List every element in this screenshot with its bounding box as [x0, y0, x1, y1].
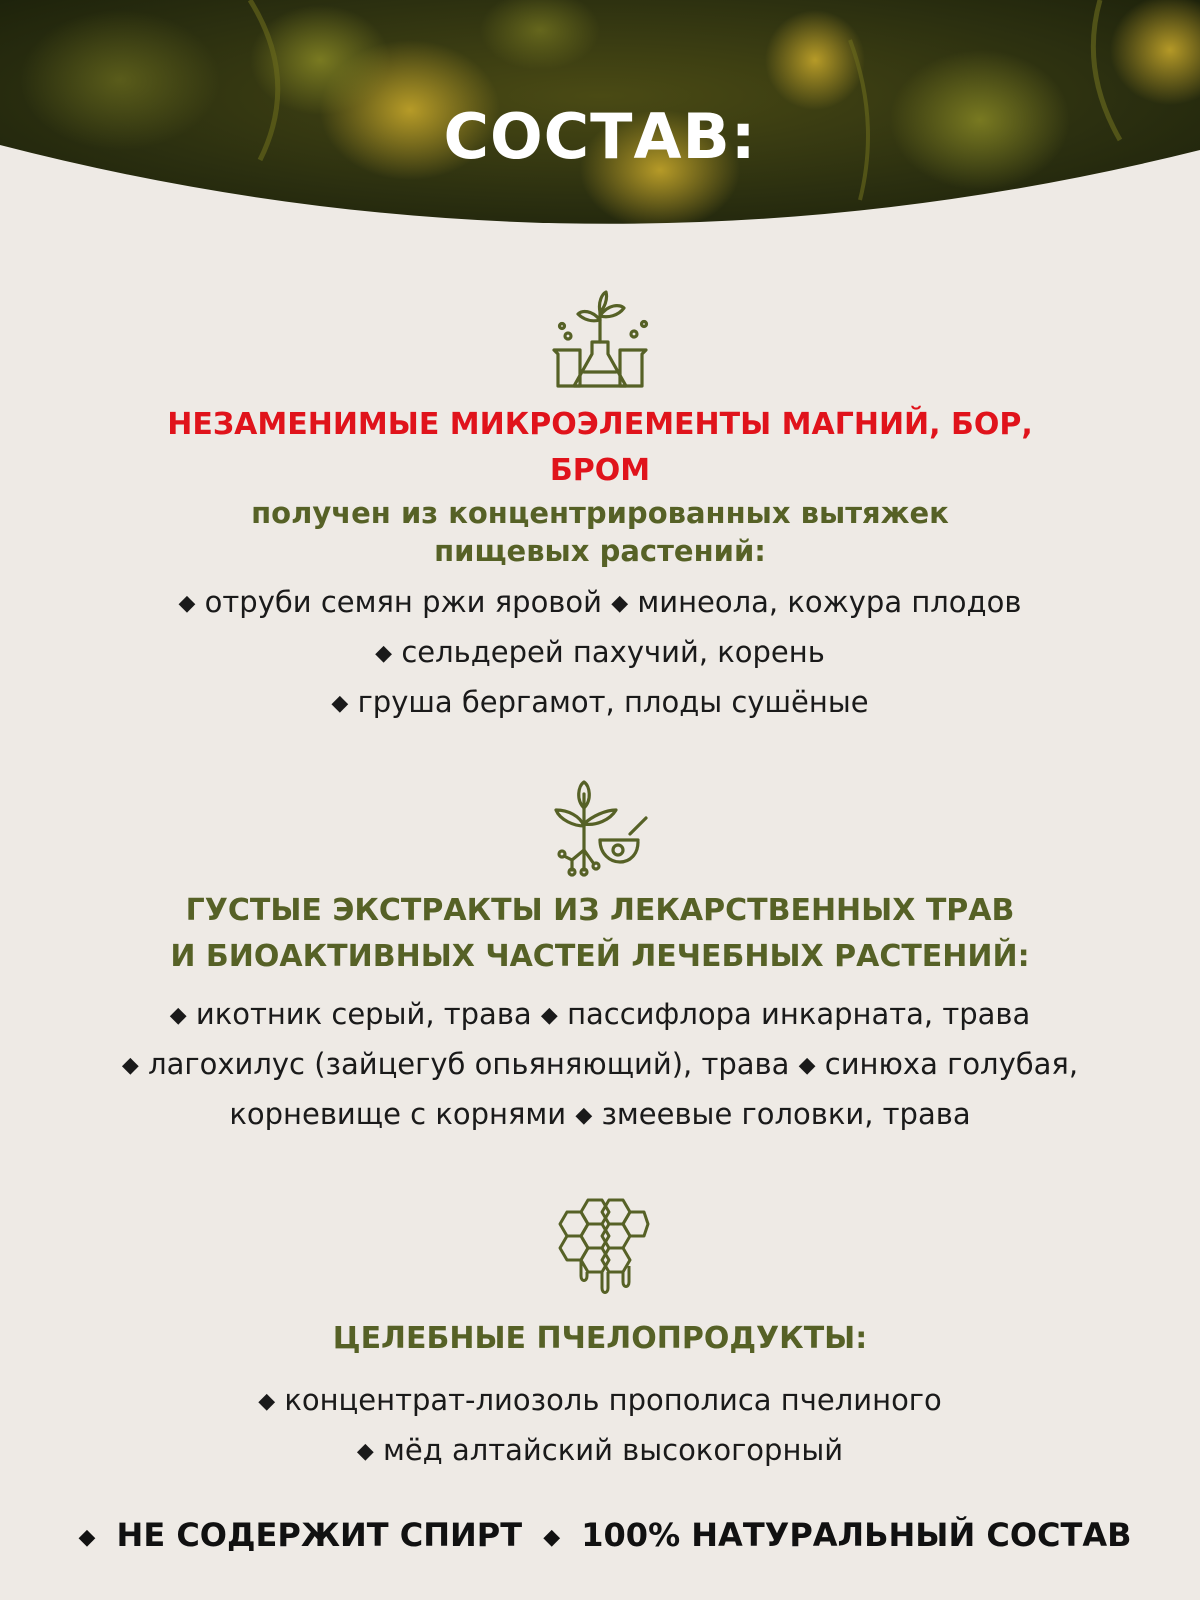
diamond-bullet-icon: ◆ [798, 1053, 816, 1078]
ingredient-item: груша бергамот, плоды сушёные [357, 685, 869, 719]
ingredient-item: пассифлора инкарната, трава [567, 997, 1031, 1031]
section3-ingredients [0, 1376, 1200, 1476]
section1-heading-line2: БРОМ [549, 453, 651, 488]
lab-plant-icon [548, 290, 652, 394]
ingredient-item: лагохилус (зайцегуб опьяняющий), трава [148, 1047, 790, 1081]
footer-claims [0, 1516, 1200, 1554]
section1-subheading-line1: получен из концентрированных вытяжек [251, 496, 949, 530]
diamond-bullet-icon: ◆ [258, 1389, 276, 1414]
herb-mortar-icon [550, 780, 650, 880]
diamond-bullet-icon: ◆ [121, 1053, 139, 1078]
section2-ingredients [0, 990, 1200, 1140]
section-microelements [0, 290, 1200, 728]
ingredient-item: отруби семян ржи яровой [204, 585, 602, 619]
page-title: СОСТАВ: [443, 100, 757, 173]
ingredient-item: синюха голубая, корневище с корнями [229, 1047, 1079, 1131]
diamond-bullet-icon: ◆ [575, 1103, 593, 1128]
diamond-bullet-icon: ◆ [169, 1003, 187, 1028]
section2-heading-line1: ГУСТЫЕ ЭКСТРАКТЫ ИЗ ЛЕКАРСТВЕННЫХ ТРАВ [185, 893, 1015, 928]
ingredient-item: минеола, кожура плодов [637, 585, 1022, 619]
section-bee-products [0, 1196, 1200, 1476]
ingredient-item: сельдерей пахучий, корень [401, 635, 825, 669]
section-herbal-extracts [0, 780, 1200, 1140]
section1-heading-line1: НЕЗАМЕНИМЫЕ МИКРОЭЛЕМЕНТЫ МАГНИЙ, БОР, [167, 407, 1033, 442]
ingredient-item: концентрат-лиозоль прополиса пчелиного [284, 1383, 942, 1417]
ingredient-item: змеевые головки, трава [601, 1097, 971, 1131]
section1-ingredients [0, 578, 1200, 728]
diamond-bullet-icon: ◆ [543, 1525, 561, 1550]
diamond-bullet-icon: ◆ [178, 591, 196, 616]
header-banner [0, 0, 1200, 240]
footer-claim-natural: 100% НАТУРАЛЬНЫЙ СОСТАВ [581, 1516, 1132, 1554]
ingredient-item: мёд алтайский высокогорный [382, 1433, 844, 1467]
ingredient-item: икотник серый, трава [195, 997, 532, 1031]
diamond-bullet-icon: ◆ [611, 591, 629, 616]
diamond-bullet-icon: ◆ [375, 641, 393, 666]
section2-heading-line2: И БИОАКТИВНЫХ ЧАСТЕЙ ЛЕЧЕБНЫХ РАСТЕНИЙ: [170, 939, 1030, 974]
diamond-bullet-icon: ◆ [356, 1439, 374, 1464]
section1-subheading-line2: пищевых растений: [434, 534, 766, 568]
section3-heading: ЦЕЛЕБНЫЕ ПЧЕЛОПРОДУКТЫ: [332, 1321, 868, 1356]
diamond-bullet-icon: ◆ [540, 1003, 558, 1028]
honeycomb-icon [548, 1196, 652, 1300]
footer-claim-no-alcohol: НЕ СОДЕРЖИТ СПИРТ [116, 1516, 523, 1554]
diamond-bullet-icon: ◆ [331, 691, 349, 716]
diamond-bullet-icon: ◆ [78, 1525, 96, 1550]
